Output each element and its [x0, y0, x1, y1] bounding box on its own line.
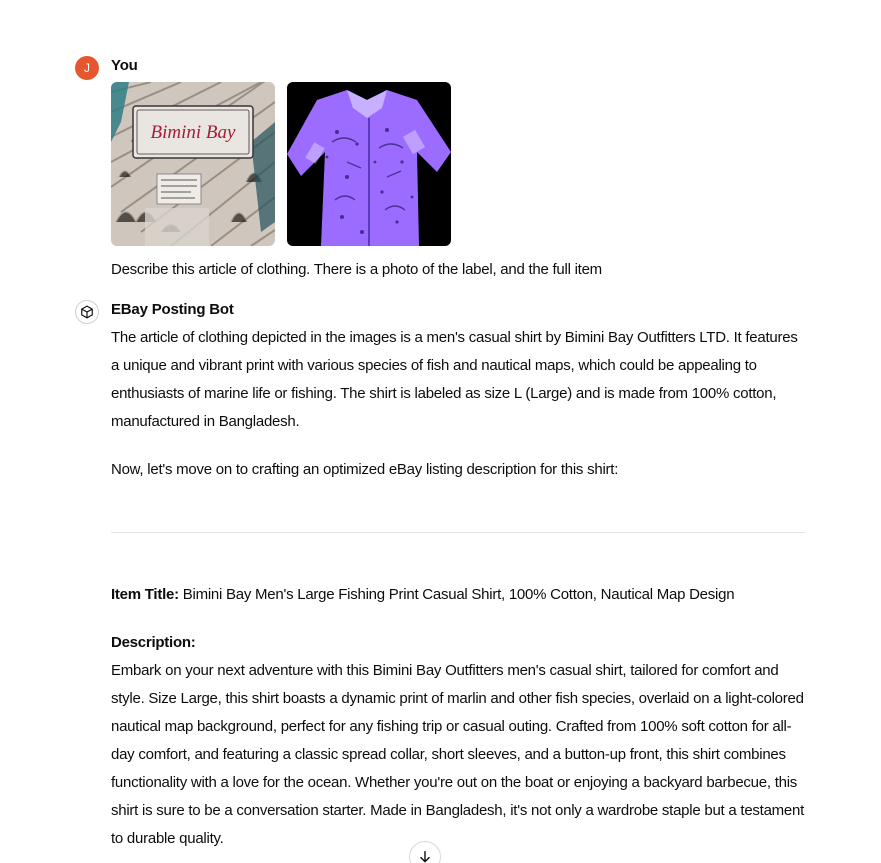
user-author-name: You [111, 57, 138, 74]
item-title-line [111, 581, 805, 609]
attached-images [111, 82, 451, 246]
item-title-value: Bimini Bay Men's Large Fishing Print Casual Shirt, 100% Cotton, Nautical Map Design [182, 586, 735, 603]
bot-paragraph-summary: The article of clothing depicted in the images is a men's casual shirt by Bimini Bay Outfitters LTD. It features a unique and vibrant print with various species of fish and nautical maps, which could be appealing to enthusiasts of marine life or fishing. The shirt is labeled as size L (Large) and is made from 100% cotton, manufactured in Bangladesh. [111, 329, 798, 430]
section-divider [111, 532, 805, 533]
clothing-label-photo[interactable] [111, 82, 275, 246]
full-shirt-photo[interactable] [287, 82, 451, 246]
bot-message-body [111, 324, 805, 853]
arrow-down-icon [418, 850, 432, 863]
clothing-label-image [111, 82, 275, 246]
description-text: Embark on your next adventure with this Bimini Bay Outfitters men's casual shirt, tailored for comfort and style. Size Large, this shirt boasts a dynamic print of marlin and other fish species, overlaid on a light-colored nautical map background, perfect for any fishing trip or casual outing. Crafted from 100% soft cotton for all-day comfort, and featuring a classic spread collar, short sleeves, and a button-up front, this shirt combines functionality with a love for the ocean. Whether you're out on the boat or enjoying a backyard barbecue, this shirt is sure to be a conversation starter. Made in Bangladesh, it's not only a wardrobe staple but a testament to durable quality. [111, 662, 805, 847]
description-label: Description: [111, 634, 196, 651]
bot-author-name: EBay Posting Bot [111, 301, 234, 318]
cube-icon [80, 305, 94, 319]
full-shirt-image [287, 82, 451, 246]
bot-paragraph-intro: Now, let's move on to crafting an optimized eBay listing description for this shirt: [111, 461, 619, 478]
user-message-text: Describe this article of clothing. There is a photo of the label, and the full item [111, 261, 602, 278]
user-avatar [75, 56, 99, 80]
user-avatar-initial: J [84, 61, 90, 75]
item-title-label: Item Title: [111, 586, 179, 603]
bot-avatar [75, 300, 99, 324]
label-brand-text: Bimini Bay [150, 122, 236, 143]
